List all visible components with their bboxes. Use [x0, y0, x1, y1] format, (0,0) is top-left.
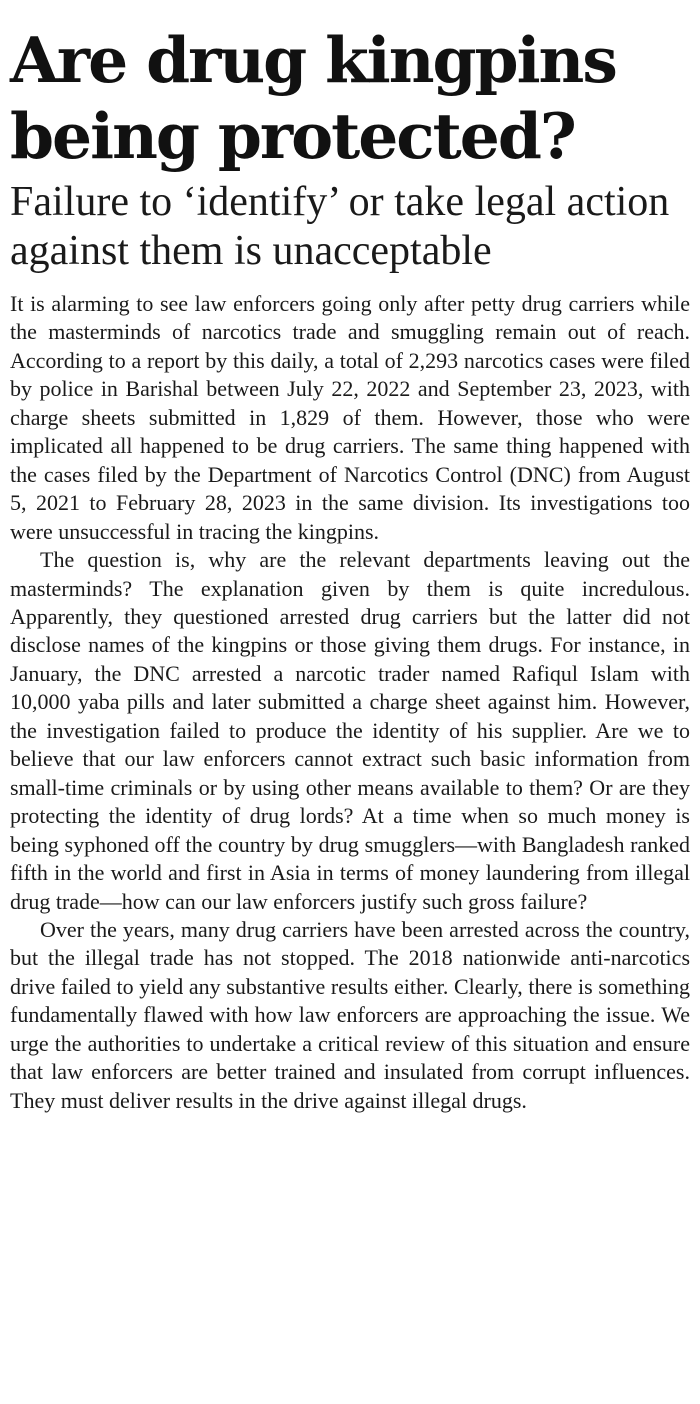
paragraph: Over the years, many drug carriers have been arrested across the country, but the illegal trade has not stopped. The 2018 nationwide anti-narcotics drive failed to yield any substantive results either. Clearly, there is something fundamentally flawed with how law enforcers are approaching the issue. We urge the authorities to undertake a critical review of this situation and ensure that law enforcers are better trained and insulated from corrupt influences. They must deliver results in the drive against illegal drugs.	[10, 916, 690, 1113]
paragraph: It is alarming to see law enforcers going only after petty drug carriers while the masterminds of narcotics trade and smuggling remain out of reach. According to a report by this daily, a total of 2,293 narcotics cases were filed by police in Barishal between July 22, 2022 and September 23, 2023, with charge sheets submitted in 1,829 of them. However, those who were implicated all happened to be drug carriers. The same thing happened with the cases filed by the Department of Narcotics Control (DNC) from August 5, 2021 to February 28, 2023 in the same division. Its investigations too were unsuccessful in tracing the kingpins.	[10, 291, 690, 544]
subheadline: Failure to ‘identify’ or take legal action against them is unacceptable	[10, 179, 670, 274]
editorial-article	[10, 22, 690, 1115]
article-body	[10, 290, 690, 1115]
paragraph: The question is, why are the relevant departments leaving out the masterminds? The explanation given by them is quite incredulous. Apparently, they questioned arrested drug carriers but the latter did not disclose names of the kingpins or those giving them drugs. For instance, in January, the DNC arrested a narcotic trader named Rafiqul Islam with 10,000 yaba pills and later submitted a charge sheet against him. However, the investigation failed to produce the identity of his supplier. Are we to believe that our law enforcers cannot extract such basic information from small-time criminals or by using other means available to them? Or are they protecting the identity of drug lords? At a time when so much money is being syphoned off the country by drug smugglers—with Bangladesh ranked fifth in the world and first in Asia in terms of money laundering from illegal drug trade—how can our law enforcers justify such gross failure?	[10, 547, 690, 914]
headline: Are drug kingpins being protected?	[10, 23, 616, 173]
